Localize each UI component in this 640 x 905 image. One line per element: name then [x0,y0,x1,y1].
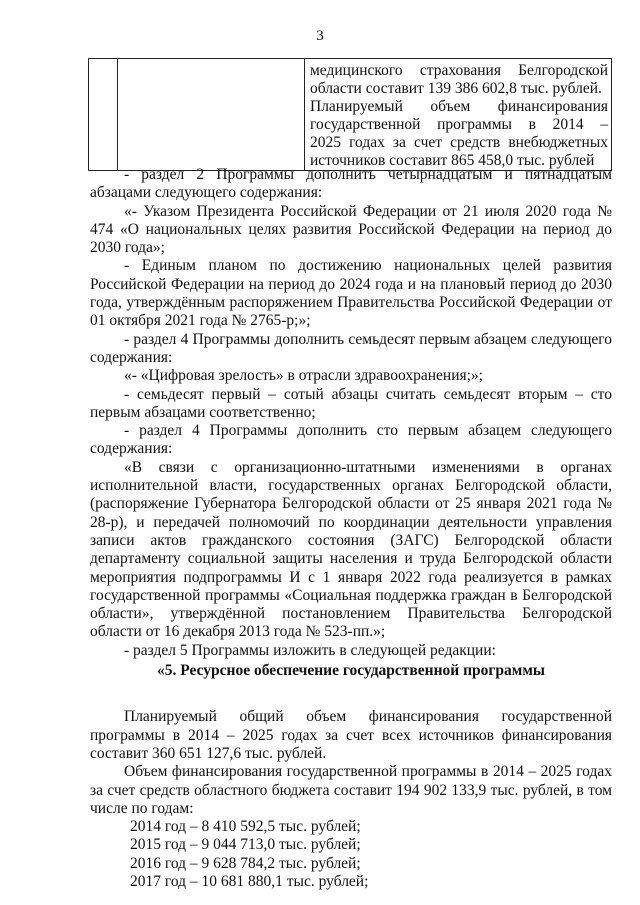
paragraph: - семьдесят первый – сотый абзацы считать семьдесят вторым – сто первым абзацами соответственно; [90,385,612,421]
paragraph: Планируемый общий объем финансирования государственной программы в 2014 – 2025 годах за счет всех источников финансирования составит 360 651 127,6 тыс. рублей. [90,708,612,762]
yearly-funding-list [90,818,612,891]
list-item: 2014 год – 8 410 592,5 тыс. рублей; [130,818,361,836]
continuation-table [88,58,612,171]
paragraph: - раздел 4 Программы дополнить семьдесят первым абзацем следующего содержания: [90,330,612,366]
list-item: 2015 год – 9 044 713,0 тыс. рублей; [130,836,361,854]
paragraph: - раздел 2 Программы дополнить четырнадцатым и пятнадцатым абзацами следующего содержания: [90,166,612,202]
paragraph: «В связи с организационно-штатными изменениями в органах исполнительной власти, государственных органах Белгородской области, (распоряжение Губернатора Белгородской области от 25 января 2021 года № 28-р), и передачей полномочий по координации деятельности управления записи актов гражданского состояния (ЗАГС) Белгородской области департаменту социальной защиты населения и труда Белгородской области мероприятия подпрограммы И с 1 января 2022 года реализуется в рамках государственной программы «Социальная поддержка граждан в Белгородской области», утверждённой постановлением Правительства Белгородской области от 16 декабря 2013 года № 523-пп.»; [90,458,612,641]
section-heading: «5. Ресурсное обеспечение государственной программы [157,662,545,680]
paragraph: - Единым планом по достижению национальных целей развития Российской Федерации на период до 2024 года и на плановый период до 2030 года, утверждённым распоряжением Правительства Российской Федерации от 01 октября 2021 года № 2765-р;»; [90,257,612,330]
page-number: 3 [316,28,324,44]
table-line: Планируемый объем финансирования [310,98,608,115]
table-line: области составит 139 386 602,8 тыс. рублей. [310,80,602,97]
table-line: медицинского страхования Белгородской [310,62,608,79]
table-line: государственной программы в 2014 – [310,116,608,133]
paragraph: - раздел 5 Программы изложить в следующей редакции: [124,641,496,659]
table-cell-number [89,59,118,171]
table-cell-content [305,59,612,171]
list-item: 2016 год – 9 628 784,2 тыс. рублей; [130,854,361,872]
table-cell-label [118,59,305,171]
table-row [89,59,612,171]
paragraph: Объем финансирования государственной программы в 2014 – 2025 годах за счет средств областного бюджета составит 194 902 133,9 тыс. рублей, в том числе по годам: [90,763,612,817]
document-body [90,166,612,891]
list-item: 2017 год – 10 681 880,1 тыс. рублей; [130,872,369,890]
paragraph: «- «Цифровая зрелость» в отрасли здравоохранения;»; [124,367,483,385]
paragraph: «- Указом Президента Российской Федерации от 21 июля 2020 года № 474 «О национальных целях развития Российской Федерации на период до 2030 года»; [90,202,612,257]
table-line: источников составит 865 458,0 тыс. рублей [310,152,595,169]
table-line: 2025 годах за счет средств внебюджетных [310,134,608,151]
paragraph: - раздел 4 Программы дополнить сто первым абзацем следующего содержания: [90,422,612,458]
